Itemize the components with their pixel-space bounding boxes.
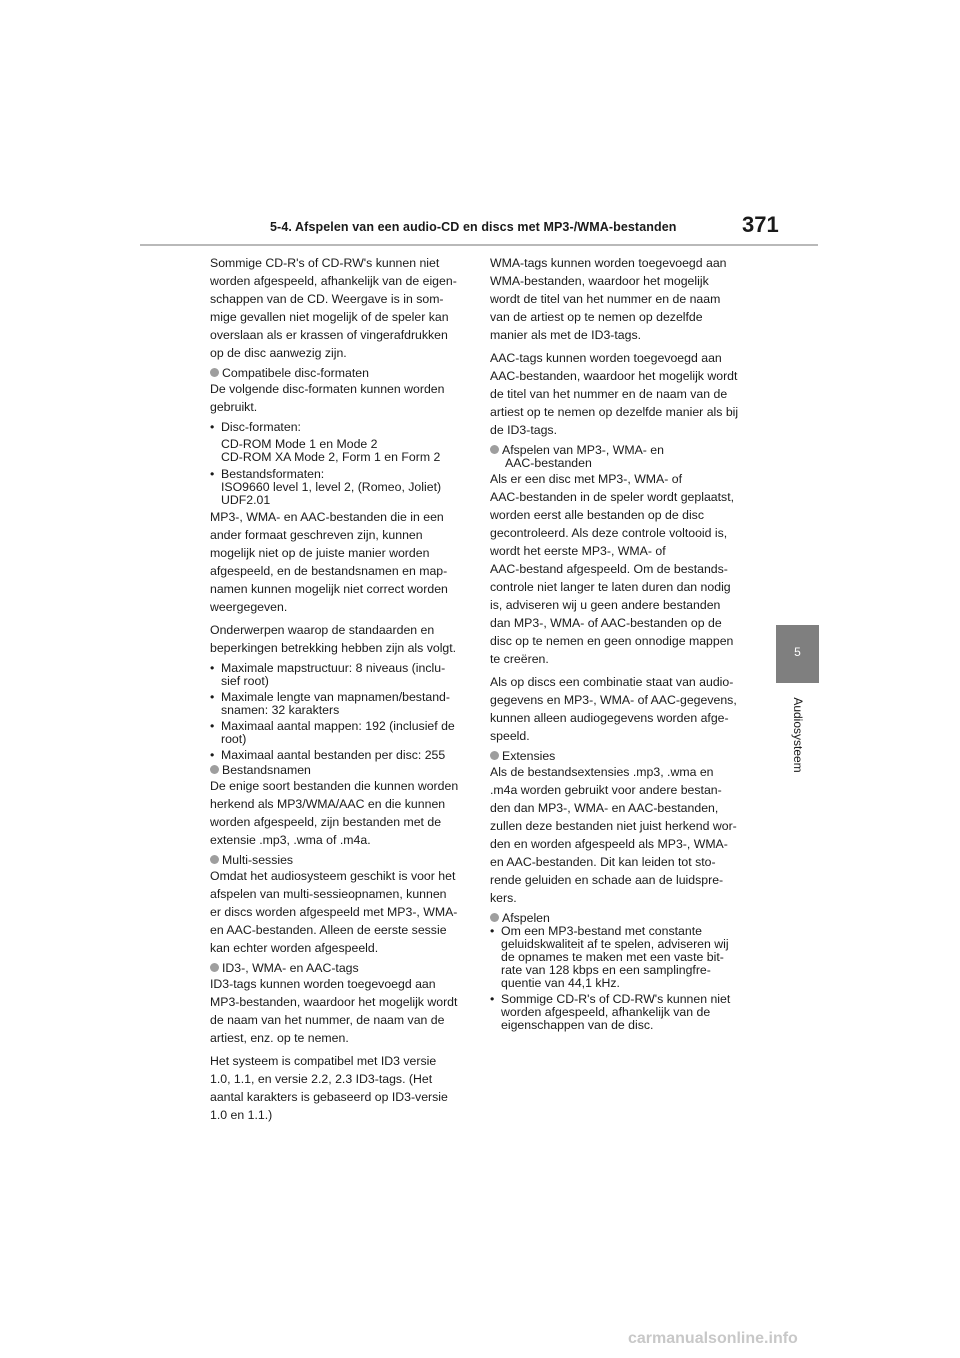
- text-line: aantal karakters is gebaseerd op ID3-versie: [210, 1090, 448, 1104]
- text-line: afspelen van multi-sessieopnamen, kunnen: [210, 887, 447, 901]
- section-heading-text-cont: AAC-bestanden: [505, 456, 592, 470]
- text-line: ander formaat geschreven zijn, kunnen: [210, 528, 423, 542]
- list-item-text: Maximaal aantal bestanden per disc: 255: [221, 748, 446, 762]
- list-item-text: Sommige CD-R's of CD-RW's kunnen niet: [501, 992, 731, 1006]
- text-line: artiest, enz. op te nemen.: [210, 1031, 349, 1045]
- text-line: worden eerst alle bestanden op de disc: [490, 508, 704, 522]
- paragraph: [210, 621, 472, 657]
- text-line: Onderwerpen waarop de standaarden en: [210, 623, 435, 637]
- section-heading-text: Multi-sessies: [222, 853, 294, 867]
- text-line: schappen van de CD. Weergave is in som-: [210, 292, 444, 306]
- section-heading-extensions: [490, 750, 752, 763]
- list-item-text: Om een MP3-bestand met constante: [501, 924, 702, 938]
- section-heading-disc-formats: [210, 367, 472, 380]
- text-line: mogelijk niet op de juiste manier worden: [210, 546, 430, 560]
- text-line: De enige soort bestanden die kunnen worden: [210, 779, 459, 793]
- paragraph: [490, 763, 752, 907]
- text-line: van de artiest op te nemen op dezelfde: [490, 310, 703, 324]
- list-sub-line: eigenschappen van de disc.: [501, 1018, 654, 1032]
- paragraph: [210, 380, 472, 416]
- text-line: AAC-bestanden in de speler wordt geplaatst,: [490, 490, 735, 504]
- text-line: gebruikt.: [210, 400, 258, 414]
- paragraph: [490, 470, 752, 668]
- section-heading-tags: [210, 962, 472, 975]
- text-line: kan echter worden afgespeeld.: [210, 941, 379, 955]
- bullet-mark: •: [490, 992, 495, 1006]
- page-number: 371: [742, 212, 779, 237]
- list-sub-line: rate van 128 kbps en een samplingfre-: [501, 963, 711, 977]
- section-heading-text: Afspelen: [502, 911, 550, 925]
- text-line: manier als met de ID3-tags.: [490, 328, 642, 342]
- list-item-text: Disc-formaten:: [221, 420, 301, 434]
- list-item: [210, 468, 472, 481]
- list-sub-line: de opnames te maken met een vaste bit-: [501, 950, 724, 964]
- text-line: de ID3-tags.: [490, 423, 557, 437]
- text-line: de titel van het nummer en de naam van de: [490, 387, 728, 401]
- text-line: op de disc aanwezig zijn.: [210, 346, 347, 360]
- list-sub-line: quentie van 44,1 kHz.: [501, 976, 620, 990]
- bullet-list: [210, 421, 472, 507]
- text-line: den dan MP3-, WMA- en AAC-bestanden,: [490, 801, 719, 815]
- text-line: Omdat het audiosysteem geschikt is voor het: [210, 869, 456, 883]
- text-line: Als op discs een combinatie staat van audio-: [490, 675, 734, 689]
- text-line: worden afgespeeld, afhankelijk van de eigen-: [210, 274, 457, 288]
- text-line: MP3-, WMA- en AAC-bestanden die in een: [210, 510, 444, 524]
- bullet-dot-icon: [210, 368, 219, 377]
- text-line: weergegeven.: [210, 600, 288, 614]
- text-line: De volgende disc-formaten kunnen worden: [210, 382, 445, 396]
- text-line: 1.0 en 1.1.): [210, 1108, 273, 1122]
- paragraph: [210, 508, 472, 616]
- list-item-text: Maximaal aantal mappen: 192 (inclusief de: [221, 719, 455, 733]
- list-sub-line: geluidskwaliteit af te spelen, adviseren wij: [501, 937, 729, 951]
- text-line: MP3-bestanden, waardoor het mogelijk wordt: [210, 995, 458, 1009]
- bullet-mark: •: [210, 748, 215, 762]
- text-line: afgespeeld, en de bestandsnamen en map-: [210, 564, 448, 578]
- text-line: gegevens en MP3-, WMA- of AAC-gegevens,: [490, 693, 737, 707]
- section-heading-text: Compatibele disc-formaten: [222, 366, 369, 380]
- list-sub-line: worden afgespeeld, afhankelijk van de: [501, 1005, 711, 1019]
- text-line: en AAC-bestanden. Alleen de eerste sessie: [210, 923, 447, 937]
- bullet-mark: •: [210, 467, 215, 481]
- text-line: zullen deze bestanden niet juist herkend wor-: [490, 819, 737, 833]
- bullet-mark: •: [210, 690, 215, 704]
- list-item: [210, 720, 472, 733]
- text-line: is, adviseren wij u geen andere bestanden: [490, 598, 721, 612]
- header-divider: [140, 244, 818, 246]
- section-heading-text: Extensies: [502, 749, 556, 763]
- bullet-mark: •: [490, 924, 495, 938]
- section-heading-multi-session: [210, 854, 472, 867]
- list-item: [210, 421, 472, 434]
- text-line: controle niet langer te laten duren dan nodig: [490, 580, 731, 594]
- text-line: artiest op te nemen op dezelfde manier als bij: [490, 405, 739, 419]
- text-line: ID3-tags kunnen worden toegevoegd aan: [210, 977, 436, 991]
- text-line: WMA-tags kunnen worden toegevoegd aan: [490, 256, 727, 270]
- text-line: namen kunnen mogelijk niet correct worden: [210, 582, 448, 596]
- text-line: den en worden afgespeeld als MP3-, WMA-: [490, 837, 728, 851]
- text-line: .m4a worden gebruikt voor andere bestan-: [490, 783, 722, 797]
- list-sub-line: CD-ROM Mode 1 en Mode 2: [221, 437, 378, 451]
- running-header-title: 5-4. Afspelen van een audio-CD en discs met MP3-/WMA-bestanden: [270, 220, 677, 234]
- text-line: extensie .mp3, .wma of .m4a.: [210, 833, 371, 847]
- list-sub-line: ISO9660 level 1, level 2, (Romeo, Joliet): [221, 480, 442, 494]
- list-sub-line: root): [221, 732, 247, 746]
- paragraph: [210, 975, 472, 1047]
- text-line: er discs worden afgespeeld met MP3-, WMA-: [210, 905, 458, 919]
- text-line: rende geluiden en schade aan de luidspre-: [490, 873, 724, 887]
- list-item: [210, 749, 472, 762]
- chapter-side-label-text: Audiosysteem: [791, 697, 805, 773]
- paragraph: [210, 1052, 472, 1124]
- text-line: beperkingen betrekking hebben zijn als volgt.: [210, 641, 457, 655]
- list-item-text: Bestandsformaten:: [221, 467, 325, 481]
- list-sub-line: CD-ROM XA Mode 2, Form 1 en Form 2: [221, 450, 441, 464]
- text-line: disc op te nemen en geen onnodige mappen: [490, 634, 734, 648]
- text-line: herkend als MP3/WMA/AAC en die kunnen: [210, 797, 446, 811]
- list-sub-line: sief root): [221, 674, 269, 688]
- chapter-side-label: [788, 692, 808, 782]
- text-line: dan MP3-, WMA- of AAC-bestanden op de: [490, 616, 722, 630]
- text-line: speeld.: [490, 729, 530, 743]
- chapter-tab-number: 5: [794, 645, 801, 659]
- list-item: [210, 691, 472, 704]
- text-line: kunnen alleen audiogegevens worden afge-: [490, 711, 729, 725]
- list-item: [490, 925, 752, 938]
- list-item: [210, 662, 472, 675]
- section-heading-file-names: [210, 764, 472, 777]
- section-heading-text: Afspelen van MP3-, WMA- en: [502, 443, 664, 457]
- bullet-dot-icon: [210, 963, 219, 972]
- list-item-text: Maximale lengte van mapnamen/bestand-: [221, 690, 450, 704]
- text-line: AAC-bestanden, waardoor het mogelijk wordt: [490, 369, 738, 383]
- bullet-dot-icon: [490, 445, 499, 454]
- text-line: Sommige CD-R's of CD-RW's kunnen niet: [210, 256, 440, 270]
- text-line: en AAC-bestanden. Dit kan leiden tot sto-: [490, 855, 716, 869]
- bullet-list: [210, 662, 472, 762]
- watermark: carmanualsonline.info: [628, 1330, 798, 1347]
- text-line: worden afgespeeld, zijn bestanden met de: [210, 815, 442, 829]
- text-line: te creëren.: [490, 652, 549, 666]
- list-sub-line: UDF2.01: [221, 493, 271, 507]
- left-column: [210, 254, 472, 1129]
- section-heading-text: Bestandsnamen: [222, 763, 311, 777]
- text-line: 1.0, 1.1, en versie 2.2, 2.3 ID3-tags. (Het: [210, 1072, 433, 1086]
- section-heading-text: ID3-, WMA- en AAC-tags: [222, 961, 359, 975]
- text-line: Als de bestandsextensies .mp3, .wma en: [490, 765, 714, 779]
- list-item-text: Maximale mapstructuur: 8 niveaus (inclu-: [221, 661, 446, 675]
- section-heading-playback-files: [490, 444, 752, 457]
- bullet-list: [490, 925, 752, 1032]
- paragraph: [210, 867, 472, 957]
- bullet-dot-icon: [210, 765, 219, 774]
- right-column: [490, 254, 752, 1032]
- bullet-dot-icon: [490, 751, 499, 760]
- paragraph: [490, 673, 752, 745]
- text-line: overslaan als er krassen of vingerafdrukken: [210, 328, 448, 342]
- text-line: de naam van het nummer, de naam van de: [210, 1013, 445, 1027]
- text-line: kers.: [490, 891, 517, 905]
- text-line: AAC-tags kunnen worden toegevoegd aan: [490, 351, 722, 365]
- bullet-mark: •: [210, 661, 215, 675]
- chapter-tab: [776, 625, 819, 683]
- list-sub-line: snamen: 32 karakters: [221, 703, 340, 717]
- text-line: AAC-bestand afgespeeld. Om de bestands-: [490, 562, 728, 576]
- paragraph: [210, 777, 472, 849]
- bullet-dot-icon: [490, 913, 499, 922]
- text-line: wordt de titel van het nummer en de naam: [490, 292, 721, 306]
- text-line: Als er een disc met MP3-, WMA- of: [490, 472, 683, 486]
- text-line: mige gevallen niet mogelijk of de speler kan: [210, 310, 449, 324]
- paragraph: [490, 254, 752, 344]
- bullet-mark: •: [210, 719, 215, 733]
- list-item: [490, 993, 752, 1006]
- paragraph: [490, 349, 752, 439]
- text-line: wordt het eerste MP3-, WMA- of: [490, 544, 666, 558]
- text-line: WMA-bestanden, waardoor het mogelijk: [490, 274, 709, 288]
- text-line: gecontroleerd. Als deze controle voltooid is,: [490, 526, 728, 540]
- bullet-dot-icon: [210, 855, 219, 864]
- text-line: Het systeem is compatibel met ID3 versie: [210, 1054, 437, 1068]
- intro-paragraph: [210, 254, 472, 362]
- bullet-mark: •: [210, 420, 215, 434]
